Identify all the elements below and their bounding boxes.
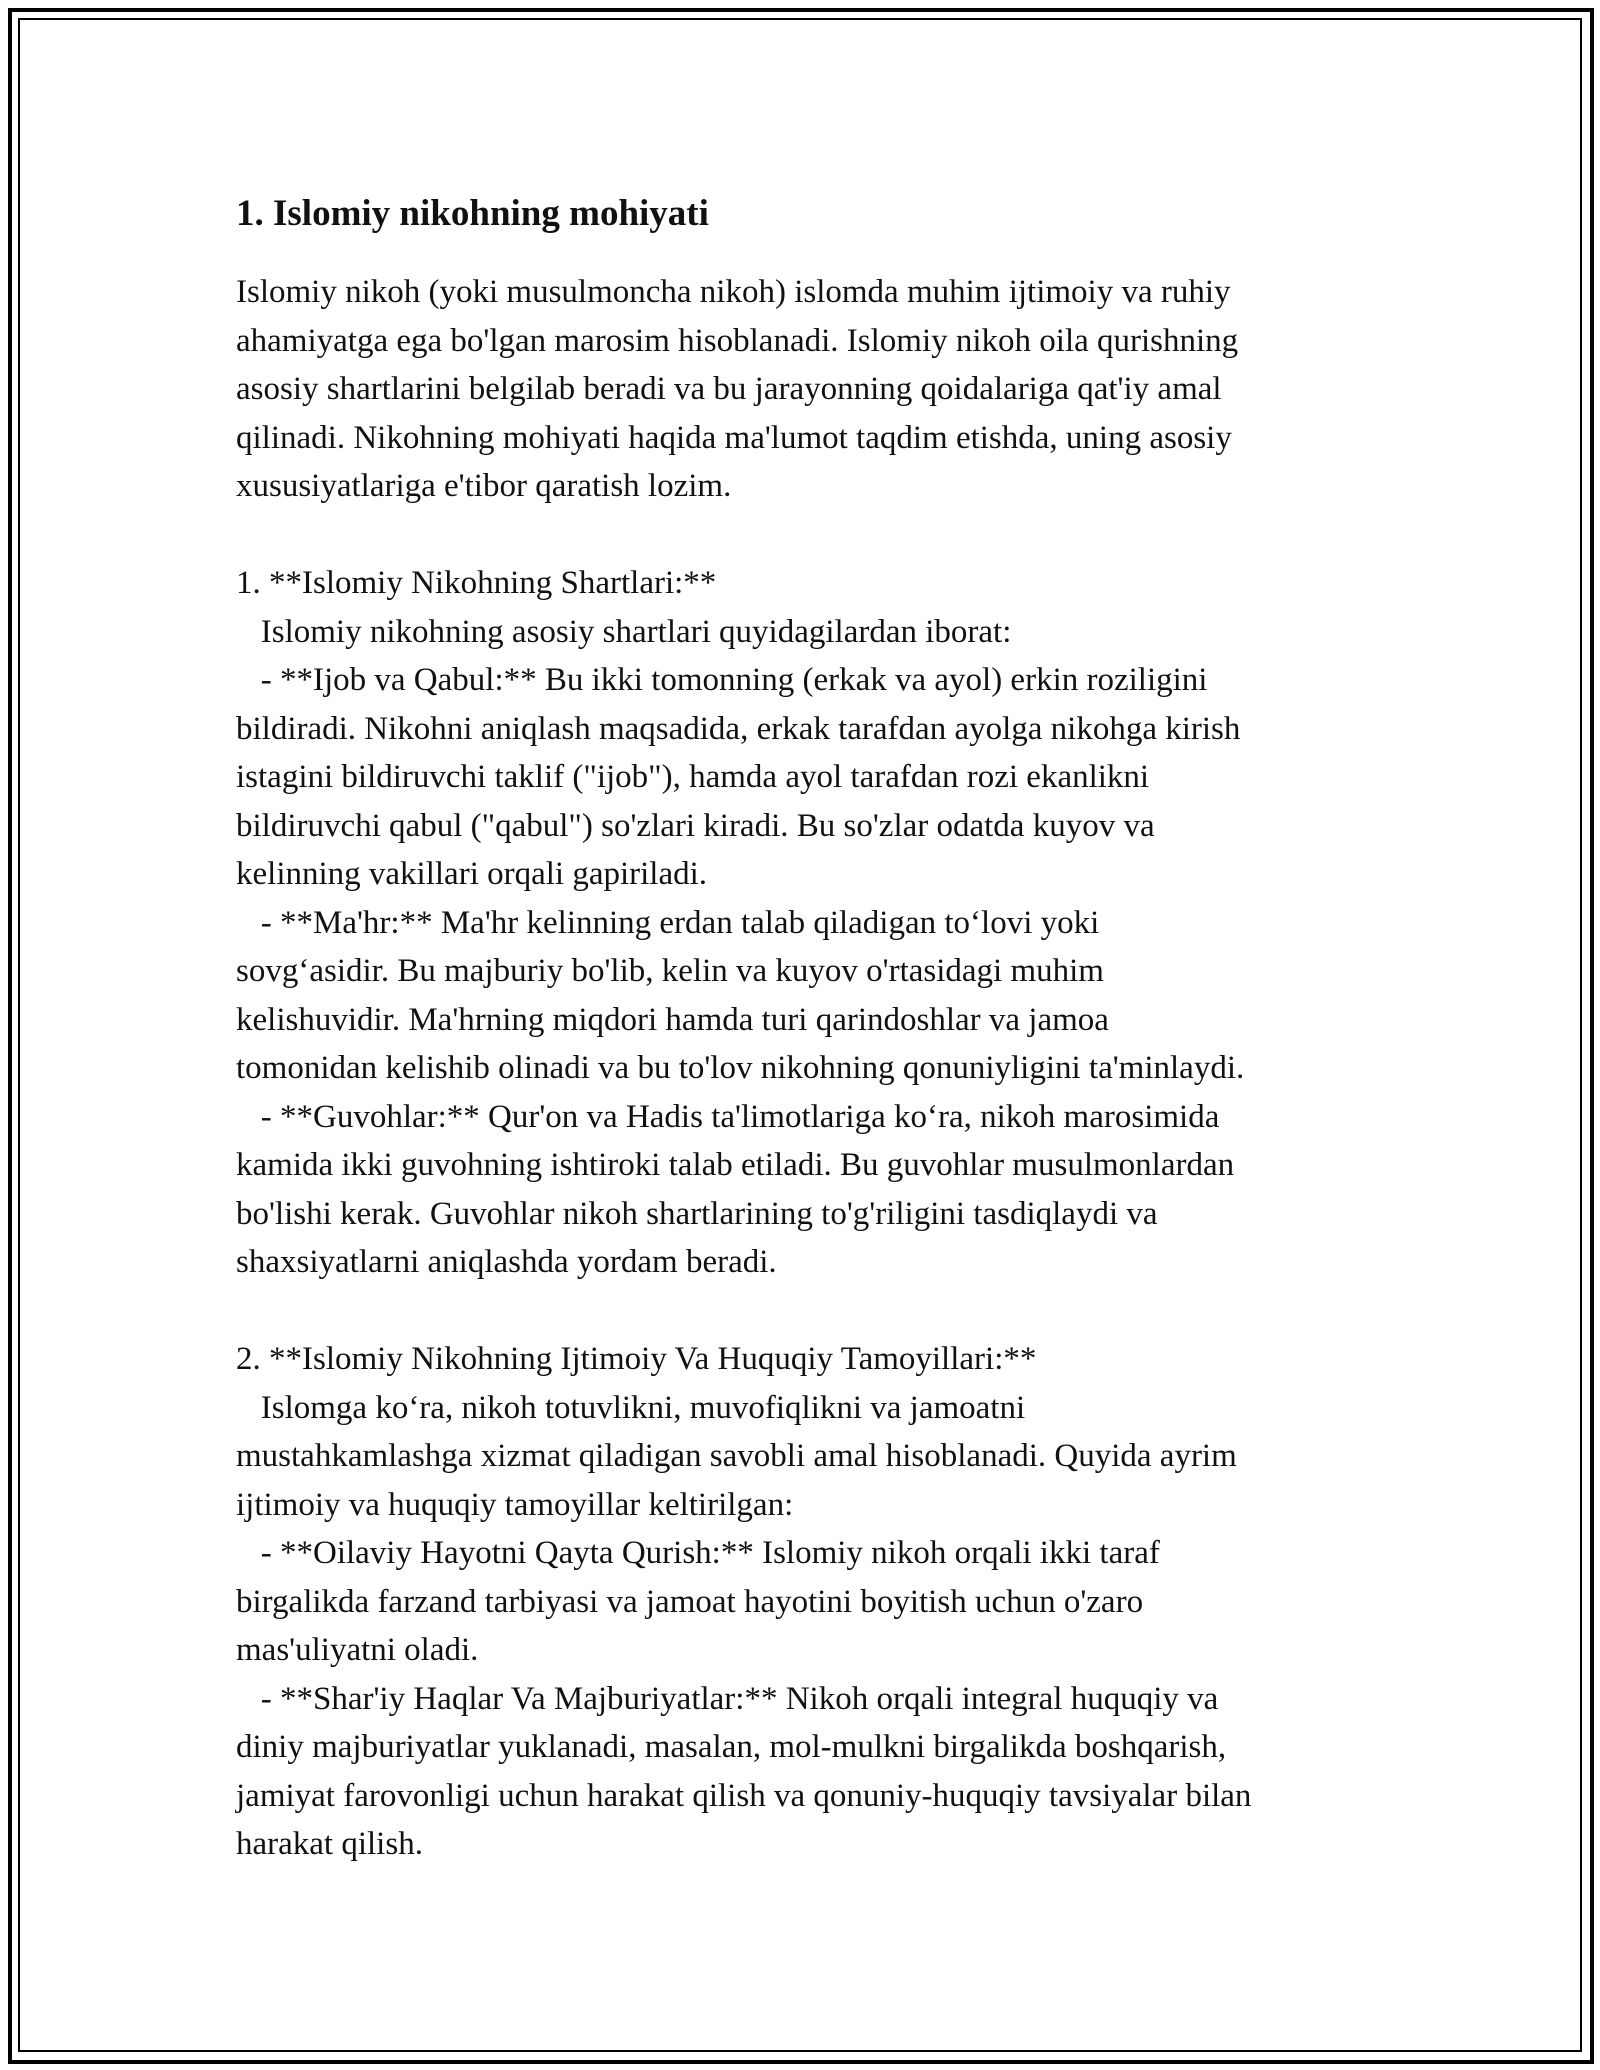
text-line: harakat qilish.: [236, 1826, 423, 1862]
text-line: shaxsiyatlarni aniqlashda yordam beradi.: [236, 1244, 777, 1280]
text-line: ijtimoiy va huquqiy tamoyillar keltirilgan:: [236, 1486, 794, 1523]
text-line: kamida ikki guvohning ishtiroki talab etiladi. Bu guvohlar musulmonlardan: [236, 1147, 1235, 1183]
text-line: xususiyatlariga e'tibor qaratish lozim.: [236, 468, 732, 504]
text-line: bo'lishi kerak. Guvohlar nikoh shartlarining to'g'riligini tasdiqlaydi va: [236, 1195, 1158, 1232]
list-item-line: - **Ma'hr:** Ma'hr kelinning erdan talab qiladigan to‘lovi yoki: [236, 904, 1100, 941]
section-heading: 1. **Islomiy Nikohning Shartlari:**: [236, 565, 717, 601]
text-line: kelishuvidir. Ma'hrning miqdori hamda turi qarindoshlar va jamoa: [236, 1001, 1109, 1038]
text-line: qilinadi. Nikohning mohiyati haqida ma'lumot taqdim etishda, uning asosiy: [236, 419, 1232, 456]
text-line: istagini bildiruvchi taklif ("ijob"), hamda ayol tarafdan rozi ekanlikni: [236, 759, 1150, 795]
paragraph-spacer: [236, 1287, 1376, 1336]
page-title: 1. Islomiy nikohning mohiyati: [236, 193, 709, 234]
text-line: birgalikda farzand tarbiyasi va jamoat hayotini boyitish uchun o'zaro: [236, 1583, 1144, 1620]
text-line: Islomiy nikoh (yoki musulmoncha nikoh) islomda muhim ijtimoiy va ruhiy: [236, 274, 1231, 310]
text-line: sovg‘asidir. Bu majburiy bo'lib, kelin va kuyov o'rtasidagi muhim: [236, 953, 1104, 989]
section-heading: 2. **Islomiy Nikohning Ijtimoiy Va Huquqiy Tamoyillari:**: [236, 1341, 1037, 1377]
text-line: diniy majburiyatlar yuklanadi, masalan, mol-mulkni birgalikda boshqarish,: [236, 1729, 1227, 1765]
list-item-line: - **Guvohlar:** Qur'on va Hadis ta'limotlariga ko‘ra, nikoh marosimida: [236, 1098, 1220, 1135]
list-item-line: - **Oilaviy Hayotni Qayta Qurish:** Islomiy nikoh orqali ikki taraf: [236, 1535, 1160, 1571]
text-line: mas'uliyatni oladi.: [236, 1632, 479, 1668]
text-line: Islomga ko‘ra, nikoh totuvlikni, muvofiqlikni va jamoatni: [236, 1389, 1026, 1426]
text-line: kelinning vakillari orqali gapiriladi.: [236, 856, 708, 892]
text-line: asosiy shartlarini belgilab beradi va bu jarayonning qoidalariga qat'iy amal: [236, 371, 1222, 407]
section-principles: [236, 1335, 1376, 1869]
section-conditions: [236, 559, 1376, 1287]
list-item-line: - **Shar'iy Haqlar Va Majburiyatlar:** Nikoh orqali integral huquqiy va: [236, 1680, 1219, 1717]
document-body: [236, 190, 1376, 1869]
text-line: Islomiy nikohning asosiy shartlari quyidagilardan iborat:: [236, 613, 1012, 650]
paragraph-spacer: [236, 511, 1376, 560]
list-item-line: - **Ijob va Qabul:** Bu ikki tomonning (erkak va ayol) erkin roziligini: [236, 662, 1208, 698]
text-line: bildiruvchi qabul ("qabul") so'zlari kiradi. Bu so'zlar odatda kuyov va: [236, 807, 1155, 844]
text-line: tomonidan kelishib olinadi va bu to'lov nikohning qonuniyligini ta'minlaydi.: [236, 1050, 1245, 1086]
text-line: ahamiyatga ega bo'lgan marosim hisoblanadi. Islomiy nikoh oila qurishning: [236, 322, 1239, 359]
text-line: bildiradi. Nikohni aniqlash maqsadida, erkak tarafdan ayolga nikohga kirish: [236, 710, 1241, 747]
text-line: mustahkamlashga xizmat qiladigan savobli amal hisoblanadi. Quyida ayrim: [236, 1438, 1237, 1474]
intro-paragraph: [236, 268, 1376, 511]
text-line: jamiyat farovonligi uchun harakat qilish va qonuniy-huquqiy tavsiyalar bilan: [236, 1777, 1252, 1814]
